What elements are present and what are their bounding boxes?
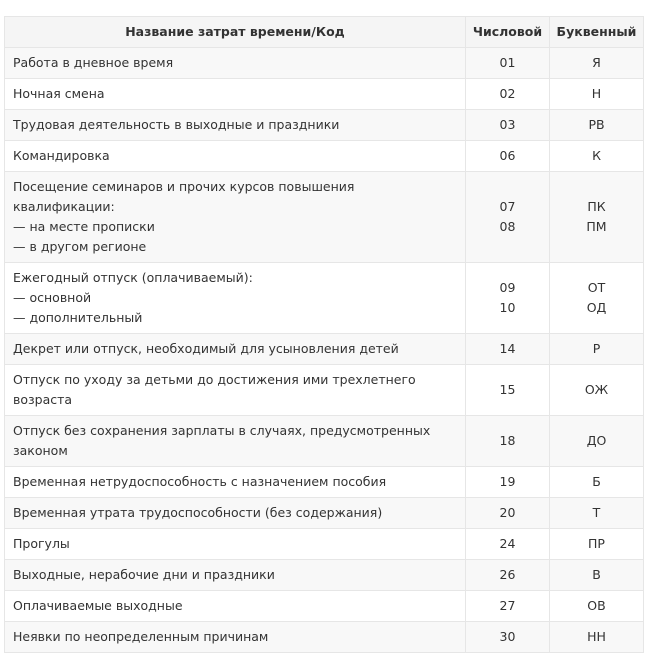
cell-numeric-code-text: 27 [499, 598, 516, 613]
cell-name-text: Неявки по неопределенным причинам [13, 629, 269, 644]
cell-letter-code [550, 467, 644, 498]
table-row [5, 365, 644, 416]
cell-letter-code-text: Т [592, 505, 601, 520]
cell-name-text: Работа в дневное время [13, 55, 174, 70]
cell-name-text: Выходные, нерабочие дни и праздники [13, 567, 275, 582]
cell-letter-code-text: Б [592, 474, 601, 489]
cell-letter-code-text: Н [591, 86, 602, 101]
cell-numeric-code [466, 141, 550, 172]
cell-letter-code [550, 416, 644, 467]
cell-letter-code [550, 622, 644, 653]
cell-numeric-code-text: 30 [499, 629, 516, 644]
cell-name-text: Ночная смена [13, 86, 105, 101]
cell-numeric-code-text: 01 [499, 55, 516, 70]
cell-name [5, 560, 466, 591]
cell-letter-code [550, 110, 644, 141]
cell-name-text: Декрет или отпуск, необходимый для усыновления детей [13, 341, 399, 356]
cell-name-text: Отпуск без сохранения зарплаты в случаях, предусмотренных [13, 423, 431, 438]
cell-letter-code [550, 365, 644, 416]
cell-numeric-code [466, 467, 550, 498]
cell-letter-code-text: ОД [586, 300, 607, 315]
cell-name [5, 110, 466, 141]
cell-letter-code-text: ПК [587, 199, 606, 214]
cell-numeric-code-text: 14 [499, 341, 516, 356]
cell-name-text: Посещение семинаров и прочих курсов повышения квалификации: [13, 179, 355, 214]
cell-numeric-code-text: 09 [499, 280, 516, 295]
cell-name-text: законом [13, 443, 68, 458]
cell-name [5, 263, 466, 334]
table-row [5, 334, 644, 365]
table-row [5, 467, 644, 498]
cell-letter-code [550, 560, 644, 591]
cell-name-text: Отпуск по уходу за детьми до достижения ими трехлетнего возраста [13, 372, 416, 407]
table-body [5, 48, 644, 653]
header-letter: Буквенный [550, 17, 644, 48]
cell-letter-code-text: В [592, 567, 601, 582]
table-row [5, 263, 644, 334]
cell-name [5, 591, 466, 622]
cell-numeric-code [466, 110, 550, 141]
table-row [5, 591, 644, 622]
table-row [5, 141, 644, 172]
cell-numeric-code-text: 10 [499, 300, 516, 315]
table-row [5, 498, 644, 529]
cell-name [5, 365, 466, 416]
table-row [5, 79, 644, 110]
cell-numeric-code [466, 529, 550, 560]
header-name: Название затрат времени/Код [5, 17, 466, 48]
cell-letter-code-text: ОЖ [584, 382, 609, 397]
cell-numeric-code [466, 416, 550, 467]
cell-name-text: Временная нетрудоспособность с назначением пособия [13, 474, 387, 489]
cell-name [5, 622, 466, 653]
cell-letter-code-text: ПР [588, 536, 605, 551]
cell-numeric-code-text: 03 [499, 117, 516, 132]
cell-letter-code-text: К [592, 148, 601, 163]
table-row [5, 560, 644, 591]
cell-name [5, 79, 466, 110]
table-row [5, 172, 644, 263]
cell-letter-code [550, 334, 644, 365]
cell-name-text: Командировка [13, 148, 110, 163]
cell-name [5, 498, 466, 529]
cell-numeric-code-text: 15 [499, 382, 516, 397]
cell-letter-code [550, 141, 644, 172]
time-codes-table [4, 16, 644, 653]
cell-letter-code-text: НН [587, 629, 606, 644]
cell-name [5, 141, 466, 172]
cell-numeric-code [466, 79, 550, 110]
cell-numeric-code [466, 334, 550, 365]
cell-name-text: Прогулы [13, 536, 70, 551]
cell-letter-code [550, 172, 644, 263]
cell-numeric-code [466, 560, 550, 591]
header-numeric: Числовой [466, 17, 550, 48]
cell-numeric-code-text: 26 [499, 567, 516, 582]
cell-letter-code [550, 79, 644, 110]
cell-name-text: Ежегодный отпуск (оплачиваемый): [13, 270, 253, 285]
cell-name-text: Трудовая деятельность в выходные и праздники [13, 117, 340, 132]
cell-name [5, 529, 466, 560]
cell-letter-code-text: ОТ [587, 280, 606, 295]
cell-name-text: Оплачиваемые выходные [13, 598, 183, 613]
cell-numeric-code-text: 08 [499, 219, 516, 234]
table-row [5, 529, 644, 560]
cell-letter-code [550, 498, 644, 529]
table-row [5, 48, 644, 79]
table-row [5, 622, 644, 653]
cell-numeric-code-text: 02 [499, 86, 516, 101]
table-header [5, 17, 644, 48]
cell-name-text: — в другом регионе [13, 239, 147, 254]
cell-letter-code-text: ПМ [586, 219, 607, 234]
cell-letter-code-text: Р [592, 341, 601, 356]
cell-name [5, 416, 466, 467]
cell-numeric-code [466, 498, 550, 529]
cell-numeric-code-text: 07 [499, 199, 516, 214]
cell-numeric-code [466, 263, 550, 334]
cell-numeric-code [466, 622, 550, 653]
cell-name [5, 48, 466, 79]
cell-name-text: — дополнительный [13, 310, 143, 325]
cell-letter-code-text: ДО [586, 433, 607, 448]
cell-name-text: — основной [13, 290, 92, 305]
cell-name [5, 467, 466, 498]
cell-numeric-code [466, 172, 550, 263]
header-row [5, 17, 644, 48]
cell-letter-code [550, 48, 644, 79]
cell-numeric-code-text: 20 [499, 505, 516, 520]
cell-letter-code [550, 263, 644, 334]
cell-name [5, 172, 466, 263]
cell-name [5, 334, 466, 365]
cell-letter-code-text: ОВ [587, 598, 606, 613]
cell-numeric-code-text: 18 [499, 433, 516, 448]
cell-name-text: Временная утрата трудоспособности (без содержания) [13, 505, 383, 520]
cell-letter-code-text: Я [592, 55, 601, 70]
cell-numeric-code [466, 365, 550, 416]
table-row [5, 416, 644, 467]
cell-numeric-code [466, 48, 550, 79]
cell-letter-code-text: РВ [588, 117, 605, 132]
cell-name-text: — на месте прописки [13, 219, 155, 234]
cell-numeric-code-text: 06 [499, 148, 516, 163]
cell-numeric-code-text: 24 [499, 536, 516, 551]
cell-numeric-code-text: 19 [499, 474, 516, 489]
cell-letter-code [550, 529, 644, 560]
time-codes-table-container [4, 16, 643, 653]
cell-numeric-code [466, 591, 550, 622]
cell-letter-code [550, 591, 644, 622]
table-row [5, 110, 644, 141]
